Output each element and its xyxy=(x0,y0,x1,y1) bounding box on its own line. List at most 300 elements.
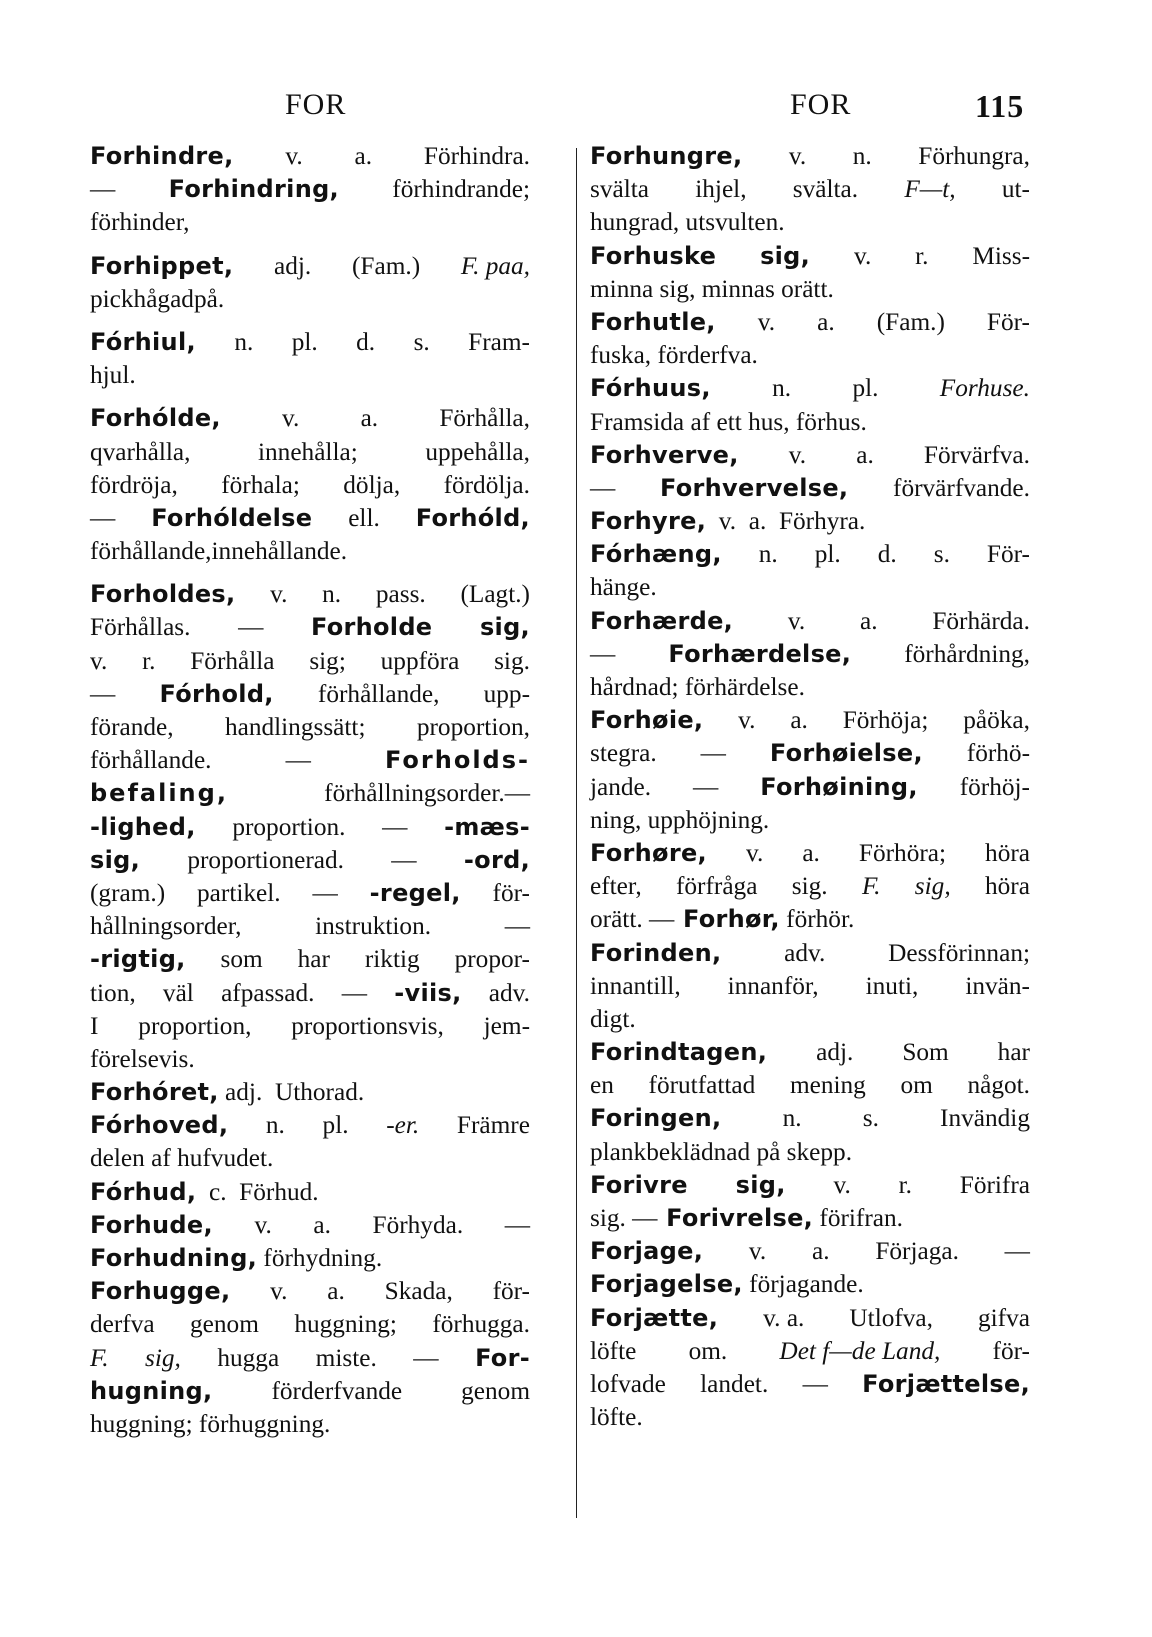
headword: Forhólde, xyxy=(90,404,221,433)
word: innanför, xyxy=(727,971,819,1000)
headword: Forhude, xyxy=(90,1210,213,1239)
word: I xyxy=(90,1011,99,1040)
text-line xyxy=(90,811,530,844)
word: v. xyxy=(745,838,764,867)
text-line xyxy=(90,1375,530,1408)
text-line xyxy=(90,1109,530,1142)
text-line xyxy=(590,937,1030,970)
word: adv. xyxy=(488,978,530,1007)
text-line xyxy=(590,1036,1030,1069)
text-line xyxy=(90,140,530,173)
word: förhinder, xyxy=(90,208,190,237)
word: något. xyxy=(967,1071,1030,1100)
word: påöka, xyxy=(963,706,1030,735)
headword: Forjage, xyxy=(590,1237,704,1266)
word: F—t, xyxy=(904,175,956,204)
word: (Lagt.) xyxy=(460,580,530,609)
running-head-right: FOR xyxy=(790,88,852,121)
word: delen xyxy=(90,1144,145,1173)
word: Det f—de Land, xyxy=(779,1336,941,1365)
headword: Forholds- xyxy=(385,746,530,775)
word: minnas xyxy=(695,274,775,303)
word: efter, xyxy=(590,872,642,901)
word: v. xyxy=(748,1237,767,1266)
word: förhållande, xyxy=(90,537,212,566)
word: för- xyxy=(492,878,530,907)
word: förhindrande; xyxy=(392,175,530,204)
word: F. xyxy=(861,872,881,901)
text-line xyxy=(90,1142,530,1175)
word: ihjel, xyxy=(695,175,747,204)
word: orätt. xyxy=(590,905,643,934)
word: Främre xyxy=(456,1111,530,1140)
text-line xyxy=(90,844,530,877)
word: (gram.) xyxy=(90,878,166,907)
headword: Forinden, xyxy=(590,938,722,967)
word: förderfva. xyxy=(651,341,758,370)
headword: Forhindre, xyxy=(90,142,234,170)
word: v. xyxy=(787,606,806,635)
word: — xyxy=(285,746,311,775)
word: innehålla; xyxy=(258,437,358,466)
text-line xyxy=(90,1076,530,1109)
word: (Fam.) xyxy=(876,307,945,336)
word: sig. xyxy=(494,646,530,675)
word: pl. xyxy=(852,374,879,403)
word: pl. xyxy=(291,327,318,356)
headword: Forhippet, xyxy=(90,251,234,280)
headword: Forhøining, xyxy=(760,772,918,801)
right-column xyxy=(590,140,1030,1434)
headword: befaling, xyxy=(90,779,228,808)
word: mening xyxy=(789,1071,866,1100)
headword: sig, xyxy=(760,241,811,270)
word: För- xyxy=(986,540,1030,569)
word: n. xyxy=(782,1104,802,1133)
word: v. xyxy=(282,404,300,433)
text-line xyxy=(90,711,530,744)
word: a. xyxy=(354,142,373,170)
word: Invändig xyxy=(940,1104,1030,1133)
headword: Forhugge, xyxy=(90,1277,231,1306)
column-divider xyxy=(576,148,577,1518)
word: a. xyxy=(736,507,767,536)
word: genom xyxy=(461,1376,530,1405)
headword: Forhærde, xyxy=(590,606,734,635)
word: svälta xyxy=(590,175,650,204)
headword: sig, xyxy=(479,613,530,642)
word: v. xyxy=(833,1170,851,1199)
word: — xyxy=(90,679,116,708)
word: förhuggning. xyxy=(192,1409,331,1438)
text-line xyxy=(590,571,1030,604)
word: landet. xyxy=(700,1369,769,1398)
text-line xyxy=(590,173,1030,206)
word: väl xyxy=(162,978,194,1007)
headword: Forhóldelse xyxy=(151,503,313,532)
word: Förhållas. xyxy=(90,613,191,642)
word: Miss- xyxy=(972,241,1030,270)
text-line xyxy=(590,339,1030,372)
text-line xyxy=(590,605,1030,638)
text-line xyxy=(90,910,530,943)
text-line xyxy=(90,1408,530,1441)
text-line xyxy=(590,638,1030,671)
word: gifva xyxy=(978,1303,1030,1332)
text-line xyxy=(90,250,530,283)
word: — xyxy=(504,1210,530,1239)
word: för- xyxy=(492,1277,530,1306)
word: förhydning. xyxy=(257,1244,383,1272)
word: digt. xyxy=(590,1004,636,1033)
word: Förhålla, xyxy=(439,404,530,433)
word: stegra. xyxy=(590,739,657,768)
headword: -rigtig, xyxy=(90,945,186,974)
text-line xyxy=(590,837,1030,870)
word: v. xyxy=(285,142,303,170)
text-line xyxy=(590,1302,1030,1335)
word: — xyxy=(90,175,116,204)
word: invän- xyxy=(965,971,1030,1000)
word: uppehålla, xyxy=(425,437,530,466)
headword: Fórhæng, xyxy=(590,540,722,569)
text-line xyxy=(90,326,530,359)
word: Förhöja; xyxy=(842,706,929,735)
text-line xyxy=(590,472,1030,505)
word: orätt. xyxy=(774,274,834,303)
word: derfva xyxy=(90,1310,155,1339)
headword: Fórhold, xyxy=(159,679,274,708)
word: förhållande, xyxy=(317,679,440,708)
word: genom xyxy=(190,1310,259,1339)
word: proportionsvis, xyxy=(291,1011,444,1040)
word: n. xyxy=(772,374,792,403)
word: jem- xyxy=(483,1011,530,1040)
text-line xyxy=(90,744,530,777)
headword: Forhyre, xyxy=(590,507,707,536)
word: Förjaga. xyxy=(875,1237,959,1266)
word: inuti, xyxy=(865,971,919,1000)
headword: Forivrelse, xyxy=(657,1204,814,1232)
text-line xyxy=(590,206,1030,239)
word: hugga xyxy=(217,1343,280,1372)
word: v. xyxy=(738,706,756,735)
text-line xyxy=(590,140,1030,173)
word: adj. xyxy=(274,251,312,280)
word: minna xyxy=(590,274,654,303)
headword: sig, xyxy=(735,1170,786,1199)
headword: Fórhiul, xyxy=(90,327,196,356)
word: Förifra xyxy=(959,1170,1030,1199)
text-line xyxy=(90,402,530,435)
word: hufvudet. xyxy=(170,1144,274,1173)
word: n. xyxy=(852,142,872,170)
text-line xyxy=(590,439,1030,472)
word: af xyxy=(144,1144,171,1173)
word: huggning; xyxy=(294,1310,397,1339)
word: v. xyxy=(757,307,776,336)
word: v. xyxy=(788,142,807,170)
word: riktig xyxy=(364,945,420,974)
word: pass. xyxy=(375,580,426,609)
headword: Forhutle, xyxy=(590,307,716,336)
word: — xyxy=(590,473,616,502)
word: partikel. xyxy=(197,878,281,907)
word: Forhuse. xyxy=(939,374,1030,403)
text-line xyxy=(590,1368,1030,1401)
word: sig. xyxy=(590,1204,626,1232)
word: a. xyxy=(790,706,808,735)
word: a. xyxy=(360,404,379,433)
word: förfråga xyxy=(675,872,758,901)
headword: sig, xyxy=(90,845,141,874)
word: pl. xyxy=(814,540,841,569)
word: Fram- xyxy=(468,327,530,356)
word: förhållande. xyxy=(90,746,212,775)
word: förhållningsorder.— xyxy=(324,779,530,808)
word: — xyxy=(590,639,616,668)
word: -er. xyxy=(386,1111,420,1140)
text-line xyxy=(590,538,1030,571)
word: r. xyxy=(898,1170,912,1199)
text-line xyxy=(590,505,1030,538)
word: upp- xyxy=(483,679,530,708)
word: r. xyxy=(915,241,929,270)
text-line xyxy=(590,1202,1030,1235)
text-line xyxy=(90,943,530,976)
headword: Forjættelse, xyxy=(862,1369,1030,1398)
word: förande, xyxy=(90,713,174,741)
text-line xyxy=(590,306,1030,339)
word: d. xyxy=(356,327,376,356)
text-line xyxy=(590,1235,1030,1268)
headword: -mæs- xyxy=(444,812,530,841)
left-column xyxy=(90,140,530,1441)
headword: Fórhoved, xyxy=(90,1111,229,1140)
text-line xyxy=(590,970,1030,1003)
headword: Forhøielse, xyxy=(769,739,923,768)
word: lofvade xyxy=(590,1369,666,1398)
text-line xyxy=(590,1401,1030,1434)
word: på xyxy=(750,1137,781,1166)
text-line xyxy=(90,678,530,711)
headword: Fórhud, xyxy=(90,1177,197,1206)
word: v. xyxy=(254,1210,272,1239)
word: hungrad, xyxy=(590,208,680,237)
text-line xyxy=(590,671,1030,704)
word: v. xyxy=(788,440,807,469)
word: innantill, xyxy=(590,971,681,1000)
word: Skada, xyxy=(384,1277,453,1306)
word: svälta. xyxy=(792,175,859,204)
word: förhör. xyxy=(779,905,855,934)
word: (Fam.) xyxy=(352,251,421,280)
headword: For- xyxy=(475,1343,530,1372)
headword: Forhungre, xyxy=(590,142,743,170)
word: F. paa, xyxy=(460,251,530,280)
headword: -regel, xyxy=(369,878,461,907)
text-line xyxy=(590,273,1030,306)
word: förhö- xyxy=(966,739,1030,768)
word: handlingssätt; xyxy=(224,713,366,741)
word: a. xyxy=(327,1277,345,1306)
word: en xyxy=(590,1071,614,1100)
word: sig, xyxy=(653,274,696,303)
word: Uthorad. xyxy=(262,1078,365,1107)
headword: Forhudning, xyxy=(90,1244,258,1272)
headword: Forhóret, xyxy=(90,1078,219,1107)
headword: hugning, xyxy=(90,1376,213,1405)
word: Förhyda. xyxy=(372,1210,464,1239)
word: sig, xyxy=(145,1343,181,1372)
word: n. xyxy=(265,1111,285,1140)
word: Förvärfva. xyxy=(923,440,1030,469)
word: F. xyxy=(90,1343,109,1372)
word: qvarhålla, xyxy=(90,437,191,466)
word: fördölja. xyxy=(443,470,530,499)
word: ell. xyxy=(348,503,380,532)
word: ut- xyxy=(1001,175,1030,204)
text-line xyxy=(90,1010,530,1043)
word: hänge. xyxy=(590,573,657,602)
word: proportion. xyxy=(232,812,346,841)
word: som xyxy=(220,945,263,974)
word: Framsida xyxy=(590,407,685,436)
word: v. xyxy=(706,507,737,536)
text-line xyxy=(590,870,1030,903)
text-line xyxy=(90,977,530,1010)
word: för- xyxy=(992,1336,1030,1365)
word: förhärdelse. xyxy=(678,673,805,701)
word: adj. xyxy=(816,1038,854,1067)
word: upphöjning. xyxy=(641,805,770,834)
word: pl. xyxy=(322,1111,349,1140)
text-line xyxy=(590,704,1030,737)
word: höra xyxy=(985,838,1030,867)
word: Utlofva, xyxy=(849,1303,933,1332)
word: Förhöra; xyxy=(858,838,947,867)
word: c. xyxy=(196,1177,227,1206)
headword: Forhverve, xyxy=(590,440,739,469)
word: förifran. xyxy=(813,1204,903,1232)
text-line xyxy=(90,877,530,910)
word: a. xyxy=(313,1210,331,1239)
word: — xyxy=(238,613,264,642)
word: förhus. xyxy=(789,407,867,436)
word: proportion, xyxy=(416,713,530,741)
text-line xyxy=(90,611,530,644)
word: tion, xyxy=(90,978,136,1007)
text-line xyxy=(590,406,1030,439)
text-line xyxy=(90,1043,530,1076)
word: r. xyxy=(142,646,156,675)
word: Förhud. xyxy=(226,1177,319,1206)
headword: Forholde xyxy=(310,613,433,642)
word: om. xyxy=(688,1336,728,1365)
word: — xyxy=(700,739,726,768)
text-line xyxy=(90,1209,530,1242)
word: förvärfvande. xyxy=(893,473,1030,502)
text-line xyxy=(590,1169,1030,1202)
headword: Forjagelse, xyxy=(590,1270,743,1299)
word: propor- xyxy=(454,945,530,974)
text-line xyxy=(590,771,1030,804)
text-line xyxy=(90,535,530,568)
headword: Forhærdelse, xyxy=(668,639,852,668)
word: — xyxy=(693,772,719,801)
word: fördröja, xyxy=(90,470,178,499)
word: sig, xyxy=(914,872,951,901)
word: s. xyxy=(862,1104,879,1133)
word: utsvulten. xyxy=(679,208,785,237)
word: förutfattad xyxy=(648,1071,756,1100)
headword: Forivre xyxy=(590,1170,688,1199)
text-line xyxy=(90,1176,530,1209)
page-number: 115 xyxy=(975,88,1025,124)
word: sig. xyxy=(791,872,828,901)
text-line xyxy=(90,777,530,810)
word: — xyxy=(382,812,408,841)
word: fuska, xyxy=(590,341,652,370)
headword: Forhør, xyxy=(674,905,780,934)
word: v. xyxy=(270,1277,288,1306)
text-line xyxy=(590,1335,1030,1368)
text-line xyxy=(590,737,1030,770)
word: — xyxy=(1004,1237,1030,1266)
word: — xyxy=(625,1204,658,1232)
word: v. a. xyxy=(763,1303,805,1332)
word: proportion, xyxy=(138,1011,252,1040)
word: dölja, xyxy=(343,470,401,499)
word: — xyxy=(642,905,675,934)
word: a. xyxy=(817,307,835,336)
text-line xyxy=(90,283,530,316)
word: Förhungra, xyxy=(918,142,1030,170)
word: instruktion. xyxy=(315,912,432,941)
headword: -viis, xyxy=(394,978,462,1007)
word: sig; xyxy=(309,646,346,675)
word: ett xyxy=(710,407,742,436)
word: Dessförinnan; xyxy=(888,938,1030,967)
word: adv. xyxy=(784,938,826,967)
word: uppföra xyxy=(380,646,460,675)
headword: -ord, xyxy=(463,845,530,874)
word: löfte. xyxy=(590,1403,643,1432)
headword: Fórhuus, xyxy=(590,374,711,403)
word: adj. xyxy=(218,1078,263,1107)
text-line xyxy=(590,1003,1030,1036)
word: har xyxy=(297,945,330,974)
word: innehållande. xyxy=(211,537,348,566)
running-head-left: FOR xyxy=(285,88,347,121)
word: — xyxy=(391,845,417,874)
word: skepp. xyxy=(780,1137,853,1166)
text-line xyxy=(90,1342,530,1375)
text-line xyxy=(90,173,530,206)
word: afpassad. xyxy=(221,978,315,1007)
word: proportionerad. xyxy=(187,845,344,874)
text-line xyxy=(90,1242,530,1275)
word: pickhågad xyxy=(90,284,194,313)
word: n. xyxy=(234,327,254,356)
word: d. xyxy=(877,540,897,569)
headword: Forjætte, xyxy=(590,1303,719,1332)
word: Förhyra. xyxy=(766,507,866,536)
word: löfte xyxy=(590,1336,637,1365)
word: För- xyxy=(986,307,1030,336)
word: — xyxy=(413,1343,439,1372)
headword: Forindtagen, xyxy=(590,1038,768,1067)
